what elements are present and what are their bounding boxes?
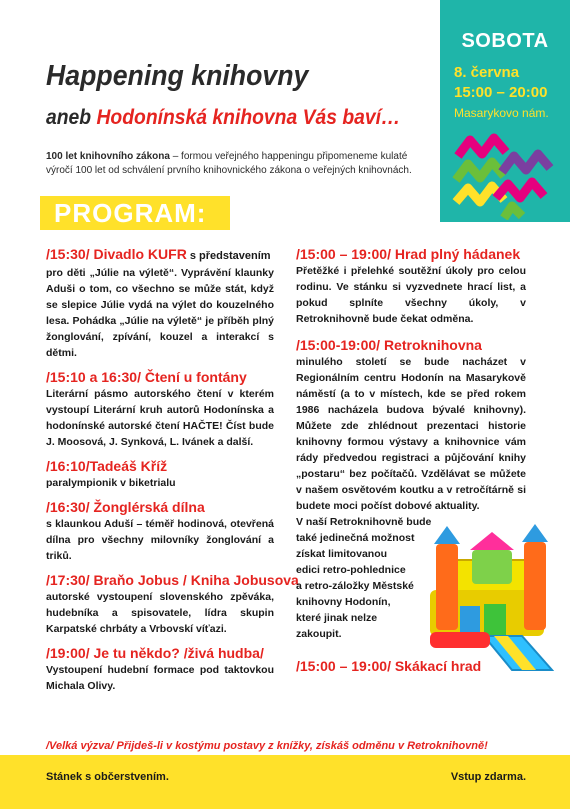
event-item xyxy=(46,645,274,694)
offer-line: také jedinečná možnost xyxy=(296,532,415,544)
event-body: Přetěžké i přelehké soutěžní úkoly pro celou rodinu. Ve stánku si vyzvednete hrací list, a pokud splníte všechny úkoly, v Retroknihovně bude čekat odměna. xyxy=(296,265,526,325)
event-item xyxy=(46,499,274,564)
event-item xyxy=(296,246,526,327)
event-title-tail: s představením xyxy=(186,250,271,262)
offer-line: které jinak nelze xyxy=(296,612,378,624)
event-title: /16:30/ Žonglérská dílna xyxy=(46,499,205,515)
event-body: Literární pásmo autorského čtení v kterém vystoupí Literární kruh autorů Hodonínska a hodonínské autorské čtení HAČTE! Číst bude J. Moosová, J. Synková, L. Ivánek a další. xyxy=(46,388,274,448)
event-body: paralympionik v biketrialu xyxy=(46,477,176,489)
offer-line: zakoupit. xyxy=(296,628,342,640)
event-title: /17:30/ Braňo Jobus / Kniha Jobusova xyxy=(46,572,299,588)
program-banner xyxy=(40,196,230,230)
badge-time: 15:00 – 20:00 xyxy=(454,84,548,101)
offer-line: knihovny Hodonín, xyxy=(296,596,391,608)
event-title: /15:00-19:00/ Retroknihovna xyxy=(296,337,482,353)
intro-rest: – formou veřejného happeningu připomeneme kulaté výročí 100 let od schválení prvního knihovnického zákona o veřejných knihovnách. xyxy=(46,151,412,176)
left-column xyxy=(46,246,299,702)
event-title: /15:00 – 19:00/ Skákací hrad xyxy=(296,658,482,674)
event-item xyxy=(296,337,526,514)
event-body: autorské vystoupení slovenského zpěváka, hudebníka a spisovatele, lídra skupin Karpatské chrbáty a Vrbovskí víťazi. xyxy=(46,591,274,635)
event-title: /16:10/Tadeáš Kříž xyxy=(46,458,168,474)
offer-line: získat limitovanou xyxy=(296,548,388,560)
subtitle-prefix: aneb xyxy=(46,106,97,129)
event-item xyxy=(46,369,274,450)
event-title: /15:00 – 19:00/ Hrad plný hádanek xyxy=(296,246,521,262)
footer-right: Vstup zdarma. xyxy=(450,771,526,783)
event-badge xyxy=(440,0,570,222)
badge-date: 8. června xyxy=(454,64,520,81)
badge-day: SOBOTA xyxy=(461,30,549,52)
event-body: Vystoupení hudební formace pod taktovkou Michala Olivy. xyxy=(46,664,274,692)
footer-bar xyxy=(0,755,570,809)
footer-left: Stánek s občerstvením. xyxy=(46,771,169,783)
event-item xyxy=(46,246,274,361)
event-body: minulého století se bude nacházet v Regionálním centru Hodonín na Masarykově náměstí (a to v místech, kde se před rokem 1986 nacházela budova bývalé knihovny). Můžete zde zhlédnout prezentaci historie knihovny formou výstavy a knihovnice vám rády předvedou registraci a půjčování knihy „postaru“ bez počítačů. Vzdělávat se můžete v našem osvětovém koutku a v retročítárně si budete moci počíst dobové aktuality. xyxy=(296,356,526,512)
bouncy-castle-icon xyxy=(424,520,554,675)
badge-place: Masarykovo nám. xyxy=(454,106,549,120)
event-title: /15:10 a 16:30/ Čtení u fontány xyxy=(46,369,247,385)
event-body: s klaunkou Aduší – téměř hodinová, otevřená dílna pro všechny milovníky žonglování a triků. xyxy=(46,518,274,562)
challenge-text: /Velká výzva/ Přijdeš-li v kostýmu postavy z knížky, získáš odměnu v Retroknihovně! xyxy=(46,740,488,752)
event-item xyxy=(46,572,299,637)
offer-line: edici retro-pohlednice xyxy=(296,564,406,576)
program-label: PROGRAM: xyxy=(54,198,207,228)
intro-bold: 100 let knihovního zákona xyxy=(46,151,170,162)
offer-line: a retro-záložky Městské xyxy=(296,580,414,592)
offer-line: V naší Retroknihovně bude xyxy=(296,516,432,528)
library-logo-icon xyxy=(450,128,560,220)
event-item xyxy=(46,458,274,491)
event-title: /19:00/ Je tu někdo? /živá hudba/ xyxy=(46,645,264,661)
event-body: pro děti „Júlie na výletě“. Vyprávění klaunky Aduši o tom, co všechno se může stát, když se slepice Júlie vydá na výlet do kouzelného lesa. Pohádka „Júlie na výletě“ je příběh plný žonglování, zpívání, kouzel a interakcí s dětmi. xyxy=(46,267,274,359)
event-title: /15:30/ Divadlo KUFR xyxy=(46,246,187,262)
page-title: Happening knihovny xyxy=(46,60,309,92)
subtitle-highlight: Hodonínská knihovna Vás baví… xyxy=(96,106,401,129)
page-subtitle xyxy=(46,106,400,130)
intro-text xyxy=(46,150,431,178)
